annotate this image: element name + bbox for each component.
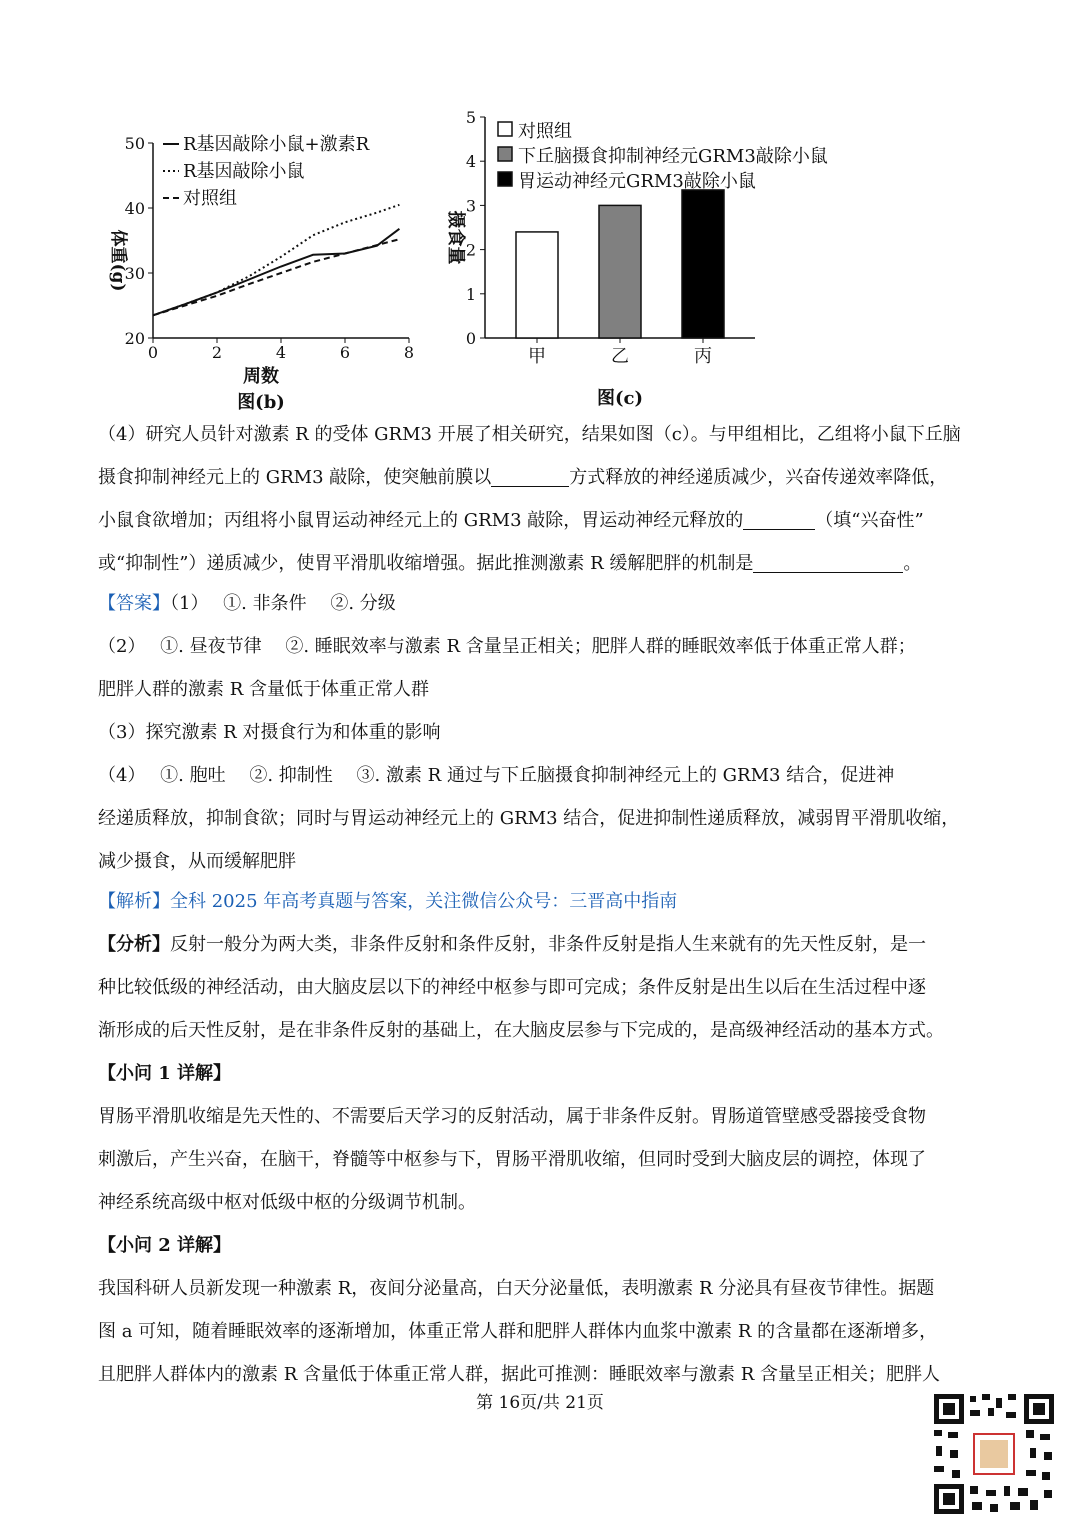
y-tick-label: 50 xyxy=(124,134,145,153)
answer-section xyxy=(98,582,988,883)
chart-caption: 图(b) xyxy=(237,392,285,410)
bar-丙 xyxy=(682,190,724,338)
answer-3: （3）探究激素 R 对摄食行为和体重的影响 xyxy=(98,722,441,743)
answer-4: （4） ①. 胞吐 ②. 抑制性 ③. 激素 R 通过与下丘脑摄食抑制神经元上的 GRM3 结合，促进神 xyxy=(98,765,895,786)
series-line-3 xyxy=(153,239,399,315)
legend-label: 对照组 xyxy=(518,121,572,142)
legend-label: 对照组 xyxy=(183,188,237,209)
qr-code-svg xyxy=(930,1390,1058,1518)
series-line-1 xyxy=(153,229,399,315)
y-axis-label: 体重(g) xyxy=(108,229,128,292)
q4-text: 方式释放的神经递质减少，兴奋传递效率降低， xyxy=(569,467,948,488)
qr-code-icon[interactable] xyxy=(930,1390,1058,1518)
legend-label: 胃运动神经元GRM3敲除小鼠 xyxy=(518,171,756,192)
chart-b-svg xyxy=(95,125,425,410)
q4-text: 或“抑制性”）递质减少，使胃平滑肌收缩增强。据此推测激素 R 缓解肥胖的机制是 xyxy=(98,553,754,574)
legend-label: 下丘脑摄食抑制神经元GRM3敲除小鼠 xyxy=(518,146,828,167)
y-tick-label: 4 xyxy=(465,152,476,172)
q4-text: （4）研究人员针对激素 R 的受体 GRM3 开展了相关研究，结果如图（c）。与甲组相比，乙组将小鼠下丘脑 xyxy=(98,424,961,445)
q4-text: （填“兴奋性” xyxy=(815,510,924,531)
chart-b-weight xyxy=(95,125,425,410)
sub1-title: 【小问 1 详解】 xyxy=(98,1063,232,1084)
fenxi-label: 【分析】 xyxy=(98,934,170,955)
fenxi-text: 渐形成的后天性反射，是在非条件反射的基础上，在大脑皮层参与下完成的，是高级神经活动的基本方式。 xyxy=(98,1020,944,1041)
x-tick-label: 4 xyxy=(275,343,287,362)
answer-line xyxy=(98,797,988,840)
x-tick-label: 0 xyxy=(147,343,159,362)
answer-blank-2[interactable] xyxy=(743,507,815,530)
y-tick-label: 0 xyxy=(465,329,476,348)
chart-caption: 图(c) xyxy=(597,388,643,409)
q4-text: 。 xyxy=(903,553,922,574)
q4-text: 小鼠食欲增加；丙组将小鼠胃运动神经元上的 GRM3 敲除，胃运动神经元释放的 xyxy=(98,510,744,531)
answer-2: （2） ①. 昼夜节律 ②. 睡眠效率与激素 R 含量呈正相关；肥胖人群的睡眠效率低于体重正常人群； xyxy=(98,636,916,657)
sub2-text: 且肥胖人群体内的激素 R 含量低于体重正常人群，据此可推测：睡眠效率与激素 R 含量呈正相关；肥胖人 xyxy=(98,1364,940,1385)
y-axis-label: 摄食量 xyxy=(445,210,466,265)
legend-swatch xyxy=(498,122,512,136)
fenxi-text: 种比较低级的神经活动，由大脑皮层以下的神经中枢参与即可完成；条件反射是出生以后在生活过程中逐 xyxy=(98,977,926,998)
x-tick-label: 2 xyxy=(211,343,223,362)
analysis-line xyxy=(98,923,988,966)
y-tick-label: 40 xyxy=(124,199,145,218)
answer-2: 肥胖人群的激素 R 含量低于体重正常人群 xyxy=(98,679,429,700)
x-tick-label: 甲 xyxy=(528,346,546,367)
x-tick-label: 丙 xyxy=(694,346,712,367)
y-tick-label: 3 xyxy=(465,196,476,216)
analysis-line xyxy=(98,1009,988,1052)
chart-c-intake xyxy=(430,105,870,410)
answer-line xyxy=(98,668,988,711)
series-line-2 xyxy=(153,205,399,315)
sub1-text: 神经系统高级中枢对低级中枢的分级调节机制。 xyxy=(98,1192,476,1213)
question-4 xyxy=(98,413,988,585)
legend-swatch xyxy=(498,147,512,161)
x-tick-label: 8 xyxy=(403,343,415,362)
analysis-notice[interactable]: 全科 2025 年高考真题与答案，关注微信公众号：三晋高中指南 xyxy=(170,891,678,912)
q4-text: 摄食抑制神经元上的 GRM3 敲除，使突触前膜以 xyxy=(98,467,492,488)
x-tick-label: 6 xyxy=(339,343,351,362)
q4-line xyxy=(98,499,988,542)
answer-line xyxy=(98,711,988,754)
sub2-title: 【小问 2 详解】 xyxy=(98,1235,232,1256)
q4-line xyxy=(98,542,988,585)
answer-1: （1） ①. 非条件 ②. 分级 xyxy=(170,593,396,614)
chart-c-svg xyxy=(430,105,870,410)
answer-label: 【答案】 xyxy=(98,593,170,614)
analysis-label: 【解析】 xyxy=(98,891,170,912)
page-number: 第 16页/共 21页 xyxy=(476,1393,604,1413)
answer-blank-3[interactable] xyxy=(753,550,903,573)
analysis-notice-line xyxy=(98,880,988,923)
y-tick-label: 2 xyxy=(465,240,476,260)
y-tick-label: 1 xyxy=(465,284,476,304)
legend-swatch xyxy=(498,172,512,186)
sub1-text: 刺激后，产生兴奋，在脑干，脊髓等中枢参与下，胃肠平滑肌收缩，但同时受到大脑皮层的调控，体现了 xyxy=(98,1149,926,1170)
q4-line xyxy=(98,413,988,456)
x-axis-label: 周数 xyxy=(243,366,279,387)
answer-line xyxy=(98,840,988,883)
sub2-text: 我国科研人员新发现一种激素 R，夜间分泌量高，白天分泌量低，表明激素 R 分泌具有昼夜节律性。据题 xyxy=(98,1278,935,1299)
bar-乙 xyxy=(599,205,641,338)
analysis-line xyxy=(98,966,988,1009)
x-tick-label: 乙 xyxy=(611,346,629,367)
sub2-text: 图 a 可知，随着睡眠效率的逐渐增加，体重正常人群和肥胖人群体内血浆中激素 R 的含量都在逐渐增多， xyxy=(98,1321,938,1342)
answer-line xyxy=(98,582,988,625)
answer-blank-1[interactable] xyxy=(491,464,569,487)
answer-4: 减少摄食，从而缓解肥胖 xyxy=(98,851,296,872)
y-tick-label: 5 xyxy=(465,108,476,127)
analysis-section xyxy=(98,880,988,1396)
y-tick-label: 20 xyxy=(124,329,145,348)
answer-line xyxy=(98,754,988,797)
q4-line xyxy=(98,456,988,499)
fenxi-text: 反射一般分为两大类，非条件反射和条件反射，非条件反射是指人生来就有的先天性反射，是一 xyxy=(170,934,926,955)
bar-甲 xyxy=(516,232,558,338)
legend-label: R基因敲除小鼠 xyxy=(183,161,305,182)
y-tick-label: 30 xyxy=(124,264,145,283)
answer-line xyxy=(98,625,988,668)
answer-4: 经递质释放，抑制食欲；同时与胃运动神经元上的 GRM3 结合，促进抑制性递质释放，减弱胃平滑肌收缩， xyxy=(98,808,960,829)
legend-label: R基因敲除小鼠+激素R xyxy=(183,134,370,155)
sub1-text: 胃肠平滑肌收缩是先天性的、不需要后天学习的反射活动，属于非条件反射。胃肠道管壁感受器接受食物 xyxy=(98,1106,926,1127)
